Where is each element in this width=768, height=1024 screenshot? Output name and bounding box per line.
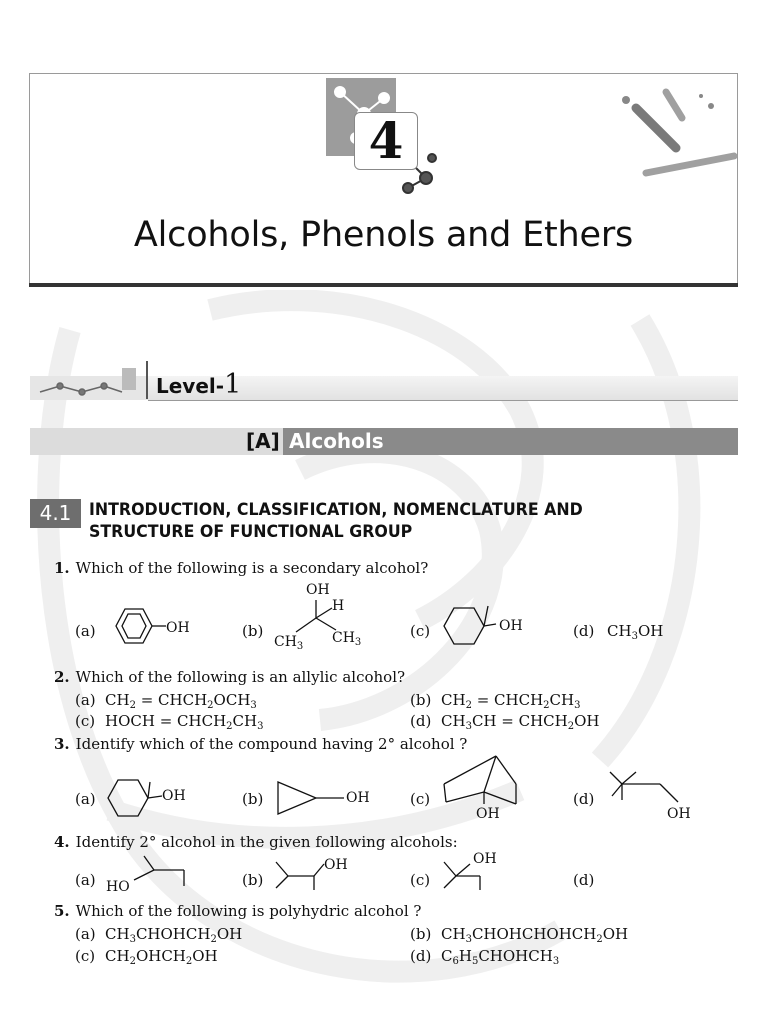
cyclopropanol-structure [272,776,352,820]
option-label: (a) [75,691,96,709]
phenol-structure [104,606,168,652]
structure-label: OH [306,582,330,598]
structure-label: OH [667,806,691,822]
question-text: Which of the following is a secondary alcohol? [75,559,429,577]
question-number: 2. [54,668,70,686]
bicyclic-alcohol-structure [440,752,524,810]
option-label: (c) [410,871,431,889]
question-text: Which of the following is an allylic alcohol? [75,668,406,686]
question-text: Identify which of the compound having 2° alcohol ? [75,735,468,753]
option-label: (b) [242,790,264,808]
option-label: (a) [75,622,96,640]
structure-label: HO [106,879,130,895]
option-label: (c) [410,790,431,808]
option-label: (b) [242,622,264,640]
section-title: Alcohols [289,429,384,453]
question-2 [54,667,405,687]
structure-label: OH [162,788,186,804]
question-1 [54,558,428,578]
methylcyclohexanol-structure [104,774,168,822]
formula: $CH_3CHOHCHOHCH_2OH$ [441,925,629,945]
question-number: 3. [54,735,70,753]
formula: $CH_3CH$ = $CHCH_2OH$ [441,712,600,732]
section-label: [A] [246,429,280,453]
level-label: Level- [156,374,225,398]
topic-title: INTRODUCTION, CLASSIFICATION, NOMENCLATURE AND STRUCTURE OF FUNCTIONAL GROUP [89,500,583,542]
structure-label: OH [473,851,497,867]
level-divider [146,361,148,399]
structure-label: OH [476,806,500,822]
formula: $CH_2$ = $CHCH_2CH_3$ [441,691,581,711]
option-label: (a) [75,925,96,943]
chapter-number: 4 [354,112,418,170]
level-decoration [30,362,148,400]
option-label: (d) [573,871,595,889]
chapter-title: Alcohols, Phenols and Ethers [133,215,634,255]
structure-label: $CH_3$ [274,634,304,652]
option-label: (b) [242,871,264,889]
question-text: Identify 2° alcohol in the given following alcohols: [75,833,458,851]
structure-label: OH [166,620,190,636]
methylcyclohexanol-structure [440,602,504,650]
structure-label: OH [346,790,370,806]
formula: $CH_2OHCH_2OH$ [105,947,218,967]
option-label: (d) [573,790,595,808]
option-label: (d) [573,622,595,640]
option-label: (d) [410,947,432,965]
question-5 [54,901,421,921]
formula: $CH_3OH$ [607,622,664,642]
question-3 [54,734,467,754]
option-label: (c) [410,622,431,640]
option-label: (c) [75,712,96,730]
level-number: 1 [224,369,242,400]
formula: $CH_3CHOHCH_2OH$ [105,925,243,945]
structure-label: OH [324,857,348,873]
structure-label: OH [499,618,523,634]
chapter-rule [29,283,738,287]
structure-label: H [332,598,345,614]
question-number: 5. [54,902,70,920]
topic-number: 4.1 [30,499,81,528]
formula: HOCH = $CHCH_2CH_3$ [105,712,264,732]
structure-label: $CH_3$ [332,630,362,648]
pen-illustration [606,78,738,190]
option-label: (b) [410,691,432,709]
formula: $C_6H_5CHOHCH_3$ [441,947,560,967]
alcohol-structure [130,854,194,890]
option-label: (a) [75,871,96,889]
formula: $CH_2$ = $CHCH_2OCH_3$ [105,691,257,711]
level-heading [156,370,241,401]
option-label: (c) [75,947,96,965]
question-number: 1. [54,559,70,577]
question-text: Which of the following is polyhydric alcohol ? [75,902,422,920]
alcohol-structure [272,856,332,892]
option-label: (a) [75,790,96,808]
question-number: 4. [54,833,70,851]
question-4 [54,832,458,852]
option-label: (d) [410,712,432,730]
option-label: (b) [410,925,432,943]
